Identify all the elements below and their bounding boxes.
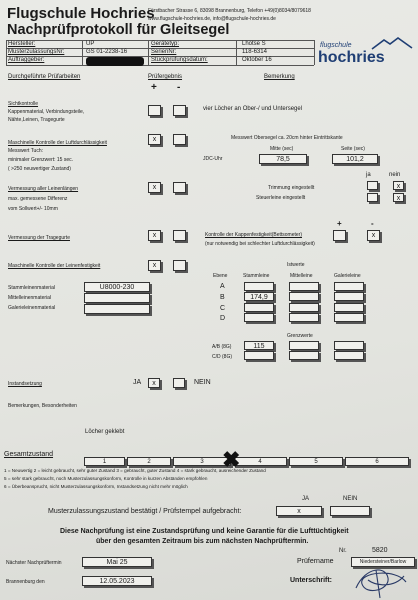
row-b-label: B — [220, 294, 225, 301]
kappen-minus-checkbox[interactable]: x — [367, 230, 380, 241]
leinen-minus-checkbox[interactable] — [173, 182, 186, 193]
disclaimer-line-2: über den gesamten Zeitraum bis zum nächsten Nachprüftermin. — [96, 538, 309, 545]
school-name: Flugschule Hochries — [7, 5, 155, 22]
pruefername-field[interactable]: Niedersteiner/Barlow — [351, 557, 415, 567]
leinen-title: Vermessung aller Leinenlängen — [8, 186, 79, 192]
instandsetzung-title: Instandsetzung — [8, 381, 42, 387]
row-d-label: D — [220, 315, 226, 322]
zustand-2[interactable]: 2 — [127, 457, 171, 466]
stammleine-label: Stammleine — [243, 273, 270, 279]
instand-ja-checkbox[interactable]: x — [148, 378, 160, 388]
mitte-label: Mitte (sec) — [270, 146, 294, 152]
grenz-ab-stamm-field[interactable]: 115 — [244, 341, 274, 350]
pruefername-label: Prüfername — [297, 558, 334, 565]
stammleinenmaterial-field[interactable]: U8000-230 — [84, 282, 150, 292]
sichtkontrolle-title: Sichtkontrolle — [8, 101, 39, 107]
grenz-cd-stamm-field[interactable] — [244, 351, 274, 360]
luft-line2: minimaler Grenzwert: 15 sec. — [8, 157, 74, 163]
naechster-field[interactable]: Mai 25 — [82, 557, 152, 567]
leinen-line2: vom Sollwert+/- 10mm — [8, 206, 58, 212]
logo-main-text: hochries — [318, 49, 385, 66]
stempel-ja-label: JA — [302, 496, 310, 502]
disclaimer-line-1: Diese Nachprüfung ist eine Zustandsprüfung und keine Garantie für die Lufttüchtigkeit — [60, 528, 349, 535]
grenz-cd-mittel-field[interactable] — [289, 351, 319, 360]
sicht-plus-checkbox[interactable] — [148, 105, 161, 116]
galerieleinenmaterial-label: Galerieleinenmaterial — [8, 305, 56, 311]
ort-label: Brannenburg den — [6, 579, 45, 585]
steuerleine-nein-checkbox[interactable]: x — [393, 193, 404, 202]
festigkeit-minus-checkbox[interactable] — [173, 260, 186, 271]
nr-label: Nr. — [339, 548, 347, 554]
instand-nein-label: NEIN — [194, 379, 211, 386]
mitte-value-field[interactable]: 78,5 — [259, 154, 307, 164]
kappen-minus: - — [371, 219, 374, 228]
bemerkungen-title: Bemerkungen, Besonderheiten — [8, 403, 77, 409]
address-line-1: Förstbacher Strasse 6, 83098 Brannenburg, Telefon +49(0)8034/8079618 — [148, 8, 311, 14]
zustand-3[interactable]: 3 — [173, 457, 231, 466]
cd-label: C/D (8G) — [212, 354, 232, 360]
jdc-label: JDC-Uhr — [203, 156, 223, 162]
leinen-line1: max. gemessene Differenz — [8, 196, 68, 202]
stueckpruef-label: Stückprüfungsdatum: — [151, 57, 208, 63]
serien-label: SerienNr: — [151, 49, 177, 55]
kappen-note: (nur notwendig bei schlechter Luftdurchlässigkeit) — [205, 241, 315, 247]
stueckpruef-value: Oktober 16 — [242, 57, 272, 63]
trimmung-nein-checkbox[interactable]: x — [393, 181, 404, 190]
hochries-logo — [318, 36, 414, 70]
zustand-legend-2: 5 = sehr stark gebraucht, noch Musterzulassungskonform, Kontrolle in kurzen Abständen empfohlen — [4, 476, 208, 481]
musterzulassung-label: MusterzulassungsNr: — [8, 49, 65, 55]
mittel-c-field[interactable] — [289, 303, 319, 312]
grenz-cd-galerie-field[interactable] — [334, 351, 364, 360]
grenz-ab-mittel-field[interactable] — [289, 341, 319, 350]
grenz-ab-galerie-field[interactable] — [334, 341, 364, 350]
info-table — [6, 40, 314, 66]
galerie-b-field[interactable] — [334, 292, 364, 301]
mittelleinenmaterial-label: Mittelleinenmaterial — [8, 295, 52, 301]
ab-label: A/B (8G) — [212, 344, 232, 350]
ebene-label: Ebene — [213, 273, 228, 279]
grenzwerte-label: Grenzwerte — [287, 333, 313, 339]
stamm-b-field[interactable]: 174,9 — [244, 292, 274, 301]
messwert-label: Messwert Obersegel ca. 20cm hinter Eintrittskante — [231, 135, 343, 141]
sichtkontrolle-line1: Kappenmaterial, Verbindungsteile, — [8, 109, 85, 115]
tragegurte-title: Vermessung der Tragegurte — [8, 235, 70, 241]
instand-nein-checkbox[interactable] — [173, 378, 185, 388]
sichtkontrolle-remark: vier Löcher an Ober-/ und Untersegel — [203, 106, 303, 112]
auftraggeber-label: Auftraggeber: — [8, 57, 45, 63]
tragegurte-plus-checkbox[interactable]: x — [148, 230, 161, 241]
nein-label-1: nein — [389, 172, 401, 178]
steuerleine-ja-checkbox[interactable] — [367, 193, 378, 202]
col-minus: - — [177, 82, 181, 93]
galerie-d-field[interactable] — [334, 313, 364, 322]
col-pruefergebnis: Prüfergebnis — [148, 74, 183, 80]
geraetetyp-value: Lhotse S — [242, 41, 266, 47]
trimmung-ja-checkbox[interactable] — [367, 181, 378, 190]
gesamtzustand-scale — [84, 457, 412, 466]
mittel-b-field[interactable] — [289, 292, 319, 301]
luft-line3: ( >250 neuwertiger Zustand) — [8, 166, 71, 172]
seite-label: Seite (sec) — [341, 146, 365, 152]
seite-value-field[interactable]: 101,2 — [332, 154, 378, 164]
col-bemerkung: Bemerkung — [264, 74, 295, 80]
zustand-selected-mark: ✖ — [222, 447, 241, 472]
zustand-1[interactable]: 1 — [84, 457, 125, 466]
redacted-auftraggeber — [86, 57, 144, 66]
unterschrift-label: Unterschrift: — [290, 577, 333, 584]
geraetetyp-label: Gerätetyp: — [151, 41, 180, 47]
leinen-plus-checkbox[interactable]: x — [148, 182, 161, 193]
address-line-2: www.flugschule-hochries.de, info@flugschule-hochries.de — [148, 16, 276, 22]
gesamtzustand-title: Gesamtzustand — [4, 451, 54, 458]
sicht-minus-checkbox[interactable] — [173, 105, 186, 116]
mittelleinenmaterial-field[interactable] — [84, 293, 150, 303]
kappen-plus-checkbox[interactable] — [333, 230, 346, 241]
logo-small-text: flugschule — [320, 42, 352, 49]
sichtkontrolle-line2: Nähte,Leinen, Tragegurte — [8, 117, 65, 123]
bemerkungen-text: Löcher geklebt — [85, 429, 125, 435]
musterzulassung-value: GS 01-2238-16 — [86, 49, 128, 55]
luft-title: Maschinelle Kontrolle der Luftdurchlässigkeit — [8, 140, 107, 146]
datum-field[interactable]: 12.05.2023 — [82, 576, 152, 586]
luft-plus-checkbox[interactable]: x — [148, 134, 161, 145]
stempel-ja-checkbox[interactable]: x — [276, 506, 322, 516]
row-c-label: C — [220, 305, 226, 312]
instand-ja-label: JA — [133, 379, 142, 386]
luft-minus-checkbox[interactable] — [173, 134, 186, 145]
festigkeit-title: Maschinelle Kontrolle der Leinenfestigkeit — [8, 263, 101, 269]
galerie-c-field[interactable] — [334, 303, 364, 312]
tragegurte-minus-checkbox[interactable] — [173, 230, 186, 241]
galerieleinenmaterial-field[interactable] — [84, 304, 150, 314]
mittelleine-label: Mittelleine — [290, 273, 313, 279]
zustand-6[interactable]: 6 — [345, 457, 409, 466]
col-pruefarbeiten: Durchgeführte Prüfarbeiten — [8, 74, 81, 80]
trimmung-label: Trimmung eingestellt — [268, 185, 315, 191]
istwerte-label: Istwerte — [287, 262, 305, 268]
stempel-nein-label: NEIN — [343, 496, 358, 502]
galerie-a-field[interactable] — [334, 282, 364, 291]
steuerleine-label: Steuerleine eingestellt — [256, 195, 306, 201]
serien-value: 118-6314 — [242, 49, 267, 55]
signature-scribble — [346, 560, 416, 600]
stempel-label: Musterzulassungszustand bestätigt / Prüfstempel aufgebracht: — [48, 508, 242, 515]
nr-value: 5820 — [372, 547, 388, 554]
stamm-c-field[interactable] — [244, 303, 274, 312]
zustand-5[interactable]: 5 — [289, 457, 343, 466]
hersteller-label: Hersteller: — [8, 41, 36, 47]
hersteller-value: UP — [86, 41, 95, 47]
festigkeit-plus-checkbox[interactable]: x — [148, 260, 161, 271]
stammleinenmaterial-label: Stammleinenmaterial — [8, 285, 55, 291]
kappen-title: Kontrolle der Kappenfestigkeit(Bettsometer) — [205, 232, 302, 238]
col-plus: + — [151, 82, 157, 93]
kappen-plus: + — [337, 219, 342, 228]
mittel-a-field[interactable] — [289, 282, 319, 291]
ja-label-1: ja — [366, 172, 371, 178]
zustand-legend-1: 1 = Neuwertig 2 = leicht gebraucht, sehr guter Zustand 3 = gebraucht, guter Zustand 4 = stark gebraucht, ausreichender Zustand — [4, 468, 266, 473]
stamm-d-field[interactable] — [244, 313, 274, 322]
form-title: Nachprüfprotokoll für Gleitsegel — [7, 22, 230, 38]
zustand-4[interactable]: 4 — [233, 457, 287, 466]
naechster-label: Nächster Nachprüftermin — [6, 560, 62, 566]
stempel-nein-checkbox[interactable] — [330, 506, 370, 516]
row-a-label: A — [220, 283, 225, 290]
luft-line1: Messwert Tuch: — [8, 148, 44, 154]
stamm-a-field[interactable] — [244, 282, 274, 291]
zustand-legend-3: 6 = Überbeansprucht, nicht Musterzulassungskonform, Instandsetzung nicht mehr möglich — [4, 484, 188, 489]
galerieleine-label: Galerieleine — [334, 273, 361, 279]
mittel-d-field[interactable] — [289, 313, 319, 322]
